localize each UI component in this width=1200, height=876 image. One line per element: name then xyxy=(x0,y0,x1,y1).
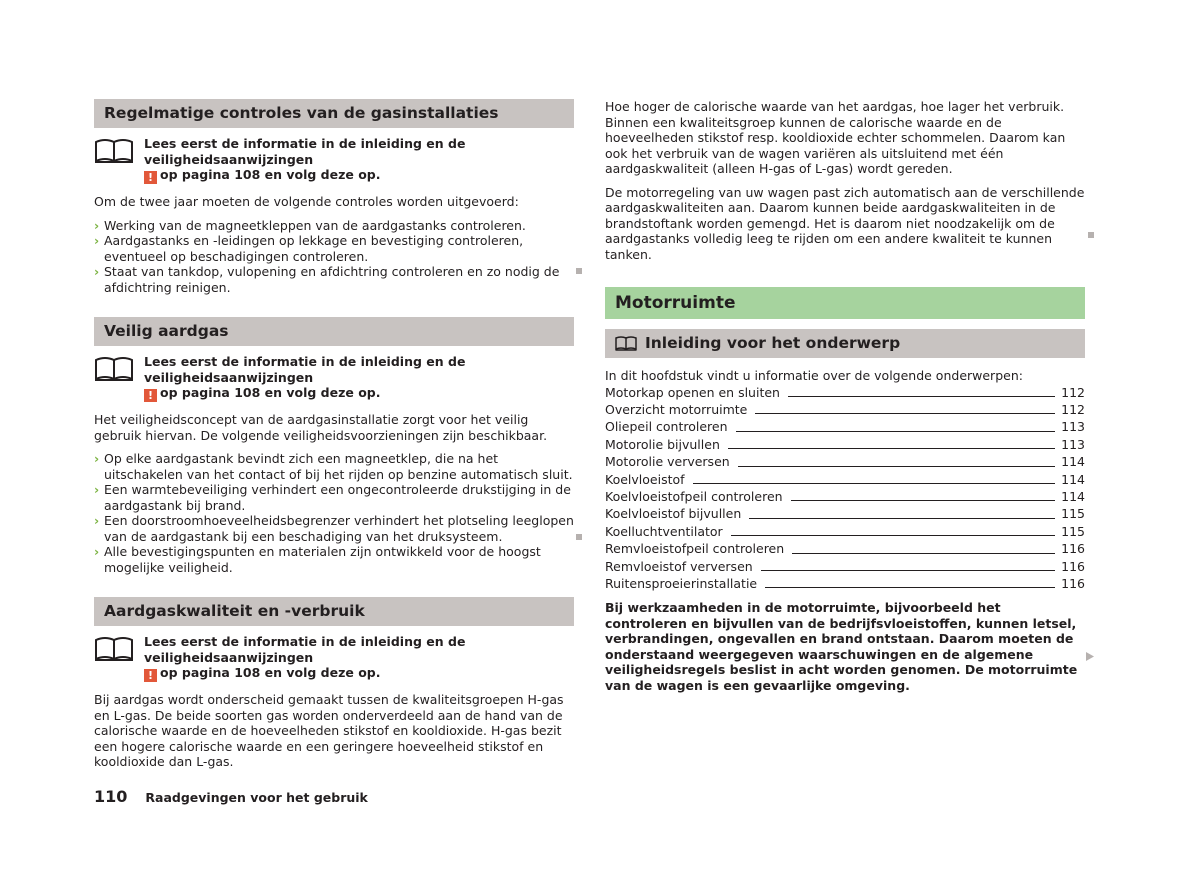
section-title-veilig-aardgas: Veilig aardgas xyxy=(94,317,574,346)
notice-ref[interactable] xyxy=(144,385,574,402)
subsection-title-inleiding xyxy=(605,329,1085,358)
book-icon xyxy=(94,356,134,382)
paragraph: Bij aardgas wordt onderscheid gemaakt tussen de kwaliteitsgroepen H-gas en L-gas. De beide soorten gas worden onderverdeeld aan de hand van de calorische waarde en de hoeveelheden stikstof en kooldioxide. H-gas bezit een hogere calorische waarde en een geringere hoeveelheid stikstof en kooldioxide dan L-gas. xyxy=(94,692,564,769)
warning-paragraph: Bij werkzaamheden in de motorruimte, bijvoorbeeld het controleren en bijvullen van de bedrijfsvloeistoffen, kunnen letsel, verbrandingen, ongevallen en brand ontstaan. Daarom moeten de onderstaand weergegeven waarschuwingen en de algemene veiligheidsregels beslist in acht worden genomen. De motorruimte van de wagen is een gevaarlijke omgeving. xyxy=(605,600,1078,693)
toc-item[interactable]: Remvloeistof verversen 116 xyxy=(605,558,1085,574)
paragraph: Om de twee jaar moeten de volgende controles worden uitgevoerd: xyxy=(94,194,519,209)
toc-item[interactable]: Oliepeil controleren 113 xyxy=(605,419,1085,435)
list-item: › Werking van de magneetkleppen van de aardgastanks controleren. xyxy=(94,217,526,233)
book-icon xyxy=(94,636,134,662)
toc-item[interactable]: Koelvloeistof bijvullen 115 xyxy=(605,506,1085,522)
section-end-marker xyxy=(576,534,582,540)
notice-page-link[interactable]: op pagina 108 en volg deze op. xyxy=(160,665,381,680)
notice-page-link[interactable]: op pagina 108 en volg deze op. xyxy=(160,167,381,182)
list-item: › Op elke aardgastank bevindt zich een magneetklep, die na het uitschakelen van het contact of bij het rijden op benzine automatisch sluit. xyxy=(94,451,573,482)
page-number: 110 xyxy=(94,787,128,806)
paragraph: Hoe hoger de calorische waarde van het aardgas, hoe lager het verbruik. Binnen een kwaliteitsgroep kunnen de calorische waarde en de hoeveelheden stikstof resp. kooldioxide echter schommelen. Daarom kan ook het verbruik van de wagen variëren als uitsluitend met één aardgaskwaliteit (alleen H-gas of L-gas) wordt gereden. xyxy=(605,99,1066,176)
warning-icon: ! xyxy=(144,171,157,184)
right-column xyxy=(605,99,1085,693)
section-end-marker xyxy=(1088,232,1094,238)
chapter-title-motorruimte: Motorruimte xyxy=(605,287,1085,319)
list-item: › Aardgastanks en -leidingen op lekkage en bevestiging controleren, eventueel op beschadigingen controleren. xyxy=(94,233,524,264)
chevron-right-icon: › xyxy=(94,544,100,559)
toc-item[interactable]: Remvloeistofpeil controleren 116 xyxy=(605,541,1085,557)
notice-line: Lees eerst de informatie in de inleiding en de veiligheidsaanwijzingen xyxy=(144,634,466,665)
chevron-right-icon: › xyxy=(94,451,100,466)
read-first-notice xyxy=(94,634,574,682)
section-end-marker xyxy=(576,268,582,274)
section-title-aardgaskwaliteit: Aardgaskwaliteit en -verbruik xyxy=(94,597,574,626)
subsection-title-text: Inleiding voor het onderwerp xyxy=(645,334,901,352)
table-of-contents xyxy=(605,384,1085,593)
toc-item[interactable]: Koelvloeistof 114 xyxy=(605,471,1085,487)
paragraph: De motorregeling van uw wagen past zich automatisch aan de verschillende aardgaskwaliteiten aan. Daarom kunnen beide aardgaskwaliteiten in de brandstoftank worden gemengd. Het is daarom niet noodzakelijk om de aardgastanks volledig leeg te rijden om een andere kwaliteit te kunnen tanken. xyxy=(605,184,1085,262)
bullet-list xyxy=(94,451,574,575)
book-icon xyxy=(615,336,637,351)
read-first-notice xyxy=(94,354,574,402)
chevron-right-icon: › xyxy=(94,233,100,248)
book-icon xyxy=(94,138,134,164)
toc-intro: In dit hoofdstuk vindt u informatie over de volgende onderwerpen: xyxy=(605,368,1023,383)
chevron-right-icon: › xyxy=(94,264,100,279)
list-item: › Alle bevestigingspunten en materialen zijn ontwikkeld voor de hoogst mogelijke veiligheid. xyxy=(94,544,541,575)
bullet-list xyxy=(94,218,574,296)
notice-line: Lees eerst de informatie in de inleiding en de veiligheidsaanwijzingen xyxy=(144,136,466,167)
warning-icon: ! xyxy=(144,389,157,402)
notice-text xyxy=(144,136,574,184)
list-item: › Staat van tankdop, vulopening en afdichtring controleren en zo nodig de afdichtring reinigen. xyxy=(94,264,560,295)
toc-item[interactable]: Overzicht motorruimte 112 xyxy=(605,401,1085,417)
toc-item[interactable]: Motorkap openen en sluiten 112 xyxy=(605,384,1085,400)
paragraph: Het veiligheidsconcept van de aardgasinstallatie zorgt voor het veilig gebruik hiervan. De volgende veiligheidsvoorzieningen zijn beschikbaar. xyxy=(94,412,548,443)
warning-icon: ! xyxy=(144,669,157,682)
section-title-regelmatige-controles: Regelmatige controles van de gasinstallaties xyxy=(94,99,574,128)
chevron-right-icon: › xyxy=(94,482,100,497)
triangle-right-icon xyxy=(1086,652,1094,661)
list-item: › Een warmtebeveiliging verhindert een ongecontroleerde drukstijging in de aardgastank bij brand. xyxy=(94,482,571,513)
toc-item[interactable]: Ruitensproeierinstallatie 116 xyxy=(605,575,1085,591)
notice-text xyxy=(144,634,574,682)
left-column xyxy=(94,99,574,770)
chevron-right-icon: › xyxy=(94,217,100,233)
notice-page-link[interactable]: op pagina 108 en volg deze op. xyxy=(160,385,381,400)
read-first-notice xyxy=(94,136,574,184)
toc-item[interactable]: Koelvloeistofpeil controleren 114 xyxy=(605,488,1085,504)
footer-title: Raadgevingen voor het gebruik xyxy=(145,790,368,805)
notice-line: Lees eerst de informatie in de inleiding en de veiligheidsaanwijzingen xyxy=(144,354,466,385)
toc-item[interactable]: Koelluchtventilator 115 xyxy=(605,523,1085,539)
page-footer xyxy=(94,787,368,806)
toc-item[interactable]: Motorolie verversen 114 xyxy=(605,454,1085,470)
notice-text xyxy=(144,354,574,402)
toc-item[interactable]: Motorolie bijvullen 113 xyxy=(605,436,1085,452)
notice-ref[interactable] xyxy=(144,665,574,682)
notice-ref[interactable] xyxy=(144,167,574,184)
list-item: › Een doorstroomhoeveelheidsbegrenzer verhindert het plotseling leeglopen van de aardgastank bij een beschadiging van het druksysteem. xyxy=(94,513,574,544)
chevron-right-icon: › xyxy=(94,513,100,528)
